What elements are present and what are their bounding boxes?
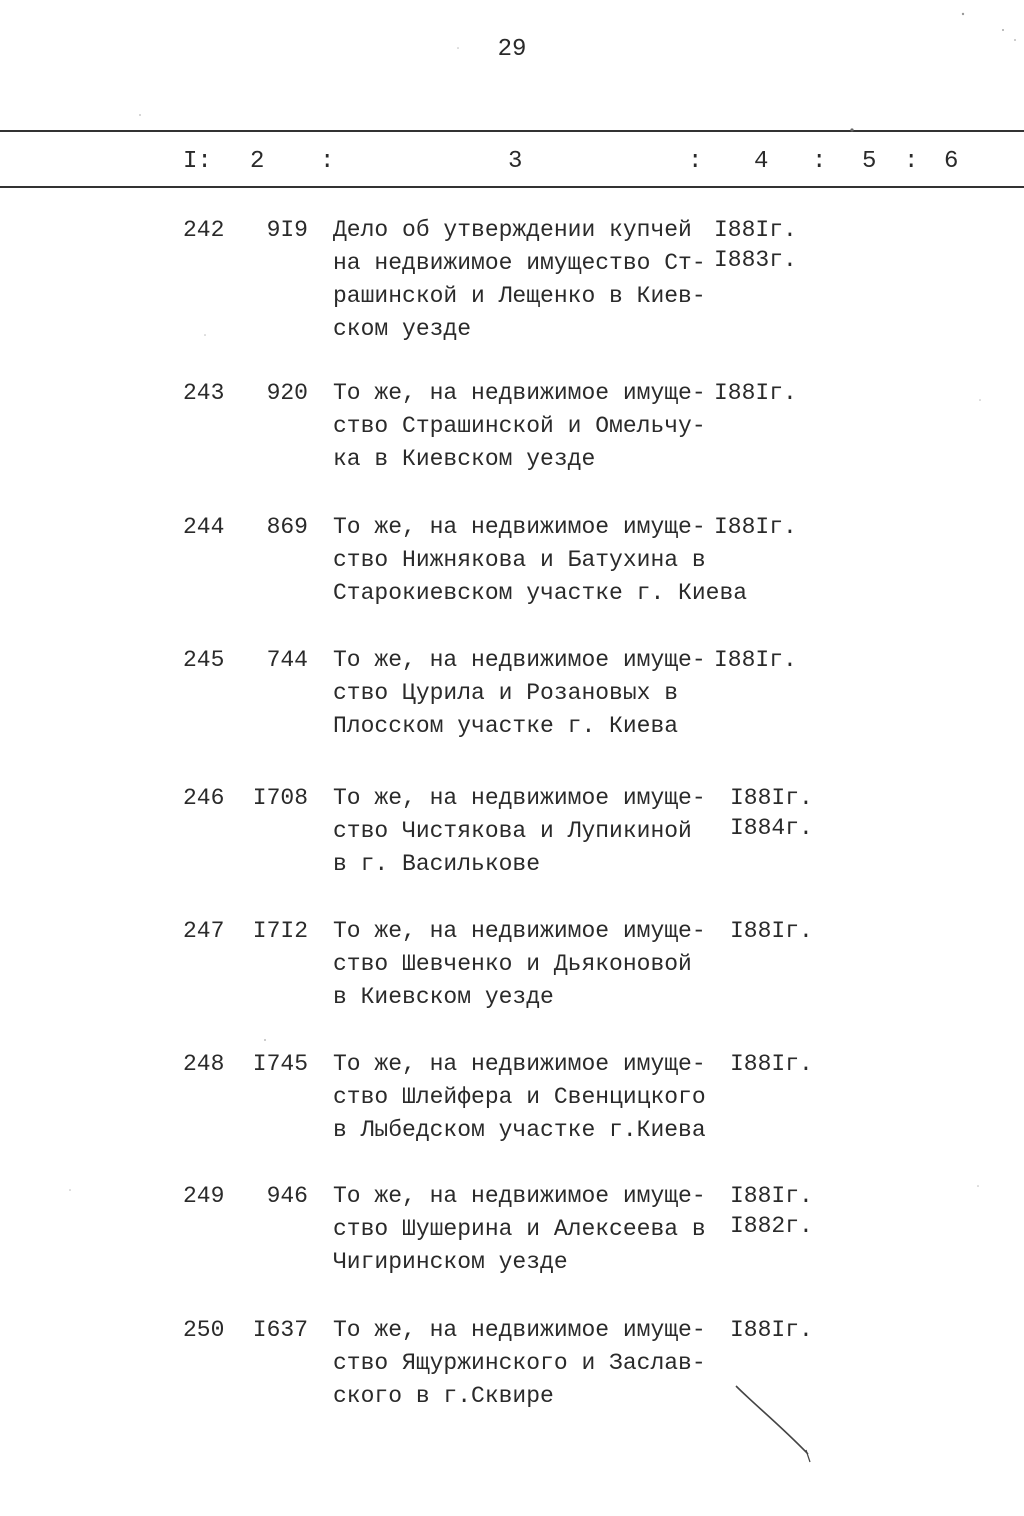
entry-code: 920 — [266, 380, 308, 406]
column-header-6: 6 — [944, 148, 959, 175]
entry-date: I88Iг. — [730, 918, 813, 944]
description-line: ство Чистякова и Лупикиной — [333, 818, 692, 844]
column-separator: : — [688, 148, 703, 175]
description-line: Чигиринском уезде — [333, 1249, 568, 1275]
description-line: То же, на недвижимое имуще- — [333, 918, 706, 944]
entry-code: 744 — [266, 647, 308, 673]
entry-number: 243 — [183, 380, 225, 406]
column-header-1: I: — [183, 148, 212, 175]
column-header-5: 5 — [862, 148, 877, 175]
description-line: То же, на недвижимое имуще- — [333, 380, 706, 406]
entry-date: I88Iг. — [730, 1183, 813, 1209]
entry-date: I884г. — [730, 815, 813, 841]
description-line: То же, на недвижимое имуще- — [333, 647, 706, 673]
entry-number: 250 — [183, 1317, 225, 1343]
description-line: ском уезде — [333, 316, 472, 342]
entry-date: I883г. — [714, 247, 797, 273]
entry-number: 242 — [183, 217, 225, 243]
entry-date: I88Iг. — [730, 1317, 813, 1343]
entry-number: 246 — [183, 785, 225, 811]
entry-code: 869 — [266, 514, 308, 540]
column-separator: : — [812, 148, 827, 175]
entry-number: 247 — [183, 918, 225, 944]
column-header-4: 4 — [754, 148, 769, 175]
page-number: 29 — [497, 36, 527, 63]
entry-date: I88Iг. — [714, 380, 797, 406]
description-line: Старокиевском участке г. Киева — [333, 580, 748, 606]
description-line: в г. Василькове — [333, 851, 541, 877]
entry-date: I88Iг. — [714, 217, 797, 243]
entry-number: 244 — [183, 514, 225, 540]
description-line: в Лыбедском участке г.Киева — [333, 1117, 706, 1143]
entry-date: I88Iг. — [730, 1051, 813, 1077]
entry-code: I745 — [252, 1051, 308, 1077]
description-line: ство Шлейфера и Свенцицкого — [333, 1084, 706, 1110]
entry-code: 946 — [266, 1183, 308, 1209]
description-line: ство Страшинской и Омельчу- — [333, 413, 706, 439]
description-line: ство Шевченко и Дьяконовой — [333, 951, 692, 977]
column-separator: : — [320, 148, 335, 175]
column-header-3: 3 — [508, 148, 523, 175]
description-line: рашинской и Лещенко в Киев- — [333, 283, 706, 309]
description-line: Плосском участке г. Киева — [333, 713, 679, 739]
description-line: То же, на недвижимое имуще- — [333, 1051, 706, 1077]
column-header-2: 2 — [250, 148, 265, 175]
entry-number: 249 — [183, 1183, 225, 1209]
description-line: ского в г.Сквире — [333, 1383, 554, 1409]
entry-code: I637 — [252, 1317, 308, 1343]
description-line: То же, на недвижимое имуще- — [333, 514, 706, 540]
description-line: То же, на недвижимое имуще- — [333, 1183, 706, 1209]
description-line: ство Шушерина и Алексеева в — [333, 1216, 706, 1242]
description-line: ство Цурила и Розановых в — [333, 680, 679, 706]
description-line: ство Ящуржинского и Заслав- — [333, 1350, 706, 1376]
entry-number: 245 — [183, 647, 225, 673]
description-line: ка в Киевском уезде — [333, 446, 596, 472]
entry-date: I88Iг. — [714, 647, 797, 673]
description-line: То же, на недвижимое имуще- — [333, 1317, 706, 1343]
entry-number: 248 — [183, 1051, 225, 1077]
description-line: в Киевском уезде — [333, 984, 554, 1010]
column-separator: : — [904, 148, 919, 175]
entry-code: I7I2 — [252, 918, 308, 944]
description-line: ство Нижнякова и Батухина в — [333, 547, 706, 573]
entry-date: I88Iг. — [730, 785, 813, 811]
description-line: Дело об утверждении купчей — [333, 217, 692, 243]
description-line: на недвижимое имущество Ст- — [333, 250, 706, 276]
entry-date: I88Iг. — [714, 514, 797, 540]
entry-code: 9I9 — [266, 217, 308, 243]
description-line: То же, на недвижимое имуще- — [333, 785, 706, 811]
entry-date: I882г. — [730, 1213, 813, 1239]
entry-code: I708 — [252, 785, 308, 811]
